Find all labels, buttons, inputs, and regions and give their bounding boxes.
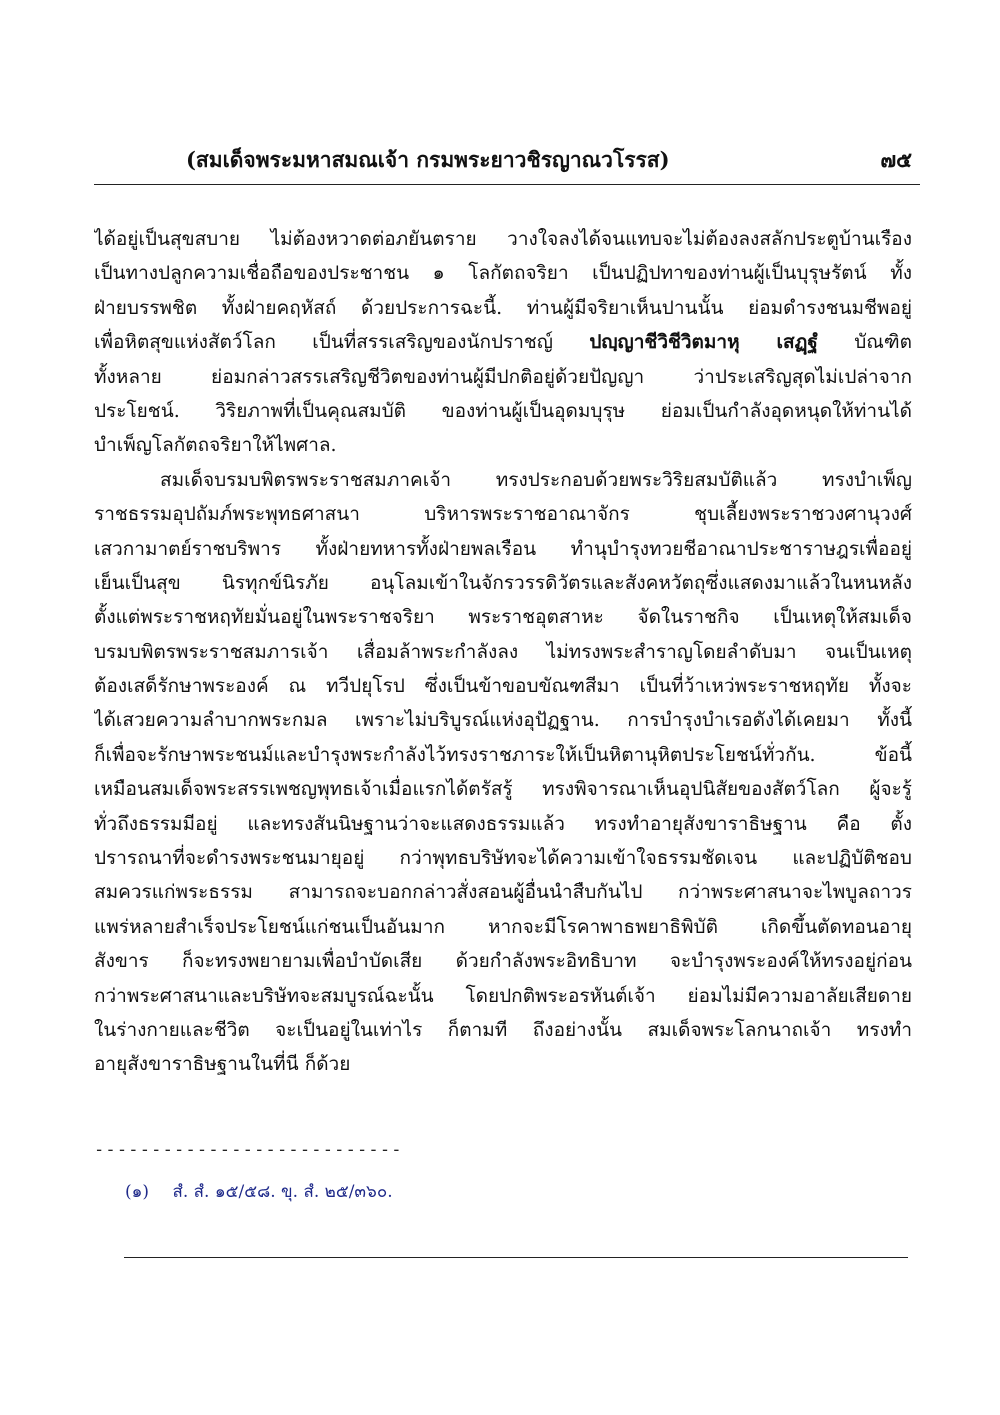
text-line: เย็นเป็นสุข นิรทุกข์นิรภัย อนุโลมเข้าในจักรวรรดิวัตรและสังคหวัตถุซึ่งแสดงมาแล้วในหนหลัง — [94, 571, 912, 594]
text-line: ทั่วถึงธรรมมีอยู่ และทรงสันนิษฐานว่าจะแสดงธรรมแล้ว ทรงทำอายุสังขาราธิษฐาน คือ ตั้ง — [94, 812, 912, 835]
text-line: ประโยชน์. วิริยภาพที่เป็นคุณสมบัติ ของท่านผู้เป็นอุดมบุรุษ ย่อมเป็นกำลังอุดหนุดให้ท่านได้ — [94, 399, 912, 422]
paragraph-1 — [94, 222, 912, 463]
text-line: ได้อยู่เป็นสุขสบาย ไม่ต้องหวาดต่อภยันตราย วางใจลงได้จนแทบจะไม่ต้องลงสลักประตูบ้านเรือง — [94, 228, 912, 250]
text-line: ปรารถนาที่จะดำรงพระชนมายุอยู่ กว่าพุทธบริษัทจะได้ความเข้าใจธรรมชัดเจน และปฏิบัติชอบ — [94, 847, 912, 870]
text-line: สังขาร ก็จะทรงพยายามเพื่อบำบัดเสีย ด้วยกำลังพระอิทธิบาท จะบำรุงพระองค์ให้ทรงอยู่ก่อน — [94, 950, 912, 973]
text-line: เหมือนสมเด็จพระสรรเพชญพุทธเจ้าเมื่อแรกได้ตรัสรู้ ทรงพิจารณาเห็นอุปนิสัยของสัตว์โลก ผู้จะรู้ — [94, 778, 912, 801]
page-number: ๗๕ — [880, 147, 912, 172]
text-line: ทั้งหลาย ย่อมกล่าวสรรเสริญชีวิตของท่านผู้มีปกติอยู่ด้วยปัญญา ว่าประเสริญสุดไม่เปล่าจาก — [94, 365, 912, 388]
text-line: ฝ่ายบรรพชิต ทั้งฝ่ายคฤหัสถ์ ด้วยประการฉะนี้. ท่านผู้มีจริยาเห็นปานนั้น ย่อมดำรงชนมชีพอยู่ — [94, 296, 912, 319]
text-line: เป็นทางปลูกความเชื่อถือของประชาชน ๑ โลกัตถจริยา เป็นปฏิปทาของท่านผู้เป็นบุรุษรัตน์ ทั้ง — [94, 262, 912, 285]
text-line: สมเด็จบรมบพิตรพระราชสมภาคเจ้า ทรงประกอบด้วยพระวิริยสมบัติแล้ว ทรงบำเพ็ญ — [160, 468, 912, 491]
page-header — [94, 140, 920, 185]
footnote-text: สํ. สํ. ๑๕/๕๘. ขุ. สํ. ๒๕/๓๖๐. — [172, 1182, 393, 1202]
text-line: ตั้งแต่พระราชหฤทัยมั่นอยู่ในพระราชจริยา พระราชอุตสาหะ จัดในราชกิจ เป็นเหตุให้สมเด็จ — [94, 606, 912, 629]
bottom-rule — [124, 1257, 908, 1258]
text-line: ต้องเสด็รักษาพระองค์ ณ ทวีปยุโรป ซึ่งเป็นข้าขอบขัณฑสีมา เป็นที่ว้าเหว่พระราชหฤทัย ทั้งจะ — [94, 675, 912, 698]
footnote — [125, 1178, 393, 1205]
text-line: ก็เพื่อจะรักษาพระชนม์และบำรุงพระกำลังไว้ทรงราชภาระให้เป็นหิตานุหิตประโยชน์ทั่วกัน. ข้อนี้ — [94, 743, 912, 766]
paragraph-2 — [94, 463, 912, 1082]
pali-quote: ปญฺญาชีวิชีวิตมาหุ เสฏฺฐํ — [589, 331, 818, 354]
text-line: บรมบพิตรพระราชสมภารเจ้า เสื่อมล้าพระกำลังลง ไม่ทรงพระสำราญโดยลำดับมา จนเป็นเหตุ — [94, 640, 912, 663]
footnote-separator: --------------------------- — [94, 1140, 403, 1160]
text-line: บำเพ็ญโลกัตถจริยาให้ไพศาล. — [94, 434, 337, 457]
text-line: กว่าพระศาสนาและบริษัทจะสมบูรณ์ฉะนั้น โดยปกติพระอรหันต์เจ้า ย่อมไม่มีความอาลัยเสียดาย — [94, 984, 912, 1007]
text-line: ได้เสวยความลำบากพระกมล เพราะไม่บริบูรณ์แห่งอุปัฏฐาน. การบำรุงบำเรอดังได้เคยมา ทั้งนี้ — [94, 709, 912, 732]
text-line: เสวกามาตย์ราชบริพาร ทั้งฝ่ายทหารทั้งฝ่ายพลเรือน ทำนุบำรุงทวยชีอาณาประชาราษฎรเพื่ออยู่ — [94, 537, 912, 560]
running-title: (สมเด็จพระมหาสมณเจ้า กรมพระยาวชิรญาณวโรรส) — [186, 147, 670, 172]
body-text — [94, 222, 912, 1082]
text-line: ในร่างกายและชีวิต จะเป็นอยู่ในเท่าไร ก็ตามที ถึงอย่างนั้น สมเด็จพระโลกนาถเจ้า ทรงทำ — [94, 1018, 912, 1041]
text-segment: บัณฑิต — [817, 331, 912, 354]
text-line-with-quote — [94, 325, 912, 359]
text-line: แพร่หลายสำเร็จประโยชน์แก่ชนเป็นอันมาก หากจะมีโรคาพาธพยาธิพิบัติ เกิดขึ้นตัดทอนอายุ — [94, 915, 912, 938]
footnote-marker: (๑) — [125, 1182, 150, 1202]
text-segment: เพื่อหิตสุขแห่งสัตว์โลก เป็นที่สรรเสริญของนักปราชญ์ — [94, 331, 590, 354]
text-line: สมควรแก่พระธรรม สามารถจะบอกกล่าวสั่งสอนผู้อื่นนำสืบกันไป กว่าพระศาสนาจะไพบูลถาวร — [94, 881, 912, 904]
text-line: ราชธรรมอุปถัมภ์พระพุทธศาสนา บริหารพระราชอาณาจักร ชุบเลี้ยงพระราชวงศานุวงศ์ — [94, 503, 912, 526]
text-line: อายุสังขาราธิษฐานในที่นี ก็ด้วย — [94, 1053, 351, 1076]
